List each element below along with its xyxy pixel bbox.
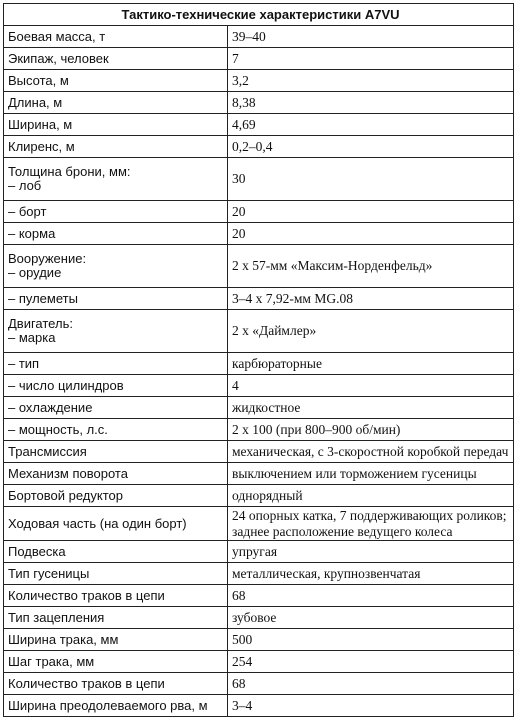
table-row: [4, 136, 514, 158]
row-parameter: Ширина, м: [4, 114, 228, 136]
row-parameter: Длина, м: [4, 92, 228, 114]
table-row: [4, 353, 514, 375]
row-value: 4: [228, 375, 514, 397]
row-value: выключением или торможением гусеницы: [228, 463, 514, 485]
table-row: [4, 48, 514, 70]
row-value: 20: [228, 223, 514, 245]
row-parameter: Количество траков в цепи: [4, 585, 228, 607]
row-parameter: [4, 310, 228, 353]
row-parameter: Механизм поворота: [4, 463, 228, 485]
group-heading: Вооружение:: [8, 251, 87, 266]
row-value: 8,38: [228, 92, 514, 114]
row-value: 7: [228, 48, 514, 70]
row-value: механическая, с 3-скоростной коробкой передач: [228, 441, 514, 463]
row-parameter: Ширина трака, мм: [4, 629, 228, 651]
row-value: 39–40: [228, 26, 514, 48]
row-value: 3–4: [228, 695, 514, 717]
row-parameter: Клиренс, м: [4, 136, 228, 158]
parameter-label: – лоб: [8, 178, 42, 193]
table-row: [4, 397, 514, 419]
table-row: [4, 70, 514, 92]
table-row: [4, 485, 514, 507]
row-value: 2 х 57-мм «Максим-Норденфельд»: [228, 245, 514, 288]
row-parameter: – корма: [4, 223, 228, 245]
table-row: [4, 310, 514, 353]
row-value: 2 х «Даймлер»: [228, 310, 514, 353]
row-parameter: Тип зацепления: [4, 607, 228, 629]
row-parameter: – тип: [4, 353, 228, 375]
parameter-label: – орудие: [8, 265, 62, 280]
table-row: [4, 607, 514, 629]
row-value: 3–4 х 7,92-мм MG.08: [228, 288, 514, 310]
table-row: [4, 92, 514, 114]
table-row: [4, 629, 514, 651]
row-parameter: Ширина преодолеваемого рва, м: [4, 695, 228, 717]
row-value: карбюраторные: [228, 353, 514, 375]
row-parameter: Шаг трака, мм: [4, 651, 228, 673]
group-heading: Толщина брони, мм:: [8, 164, 131, 179]
table-row: [4, 158, 514, 201]
row-value: 30: [228, 158, 514, 201]
row-value: 68: [228, 673, 514, 695]
row-parameter: – пулеметы: [4, 288, 228, 310]
row-parameter: Тип гусеницы: [4, 563, 228, 585]
table-row: [4, 563, 514, 585]
row-parameter: Трансмиссия: [4, 441, 228, 463]
table-row: [4, 463, 514, 485]
row-parameter: Боевая масса, т: [4, 26, 228, 48]
row-parameter: Ходовая часть (на один борт): [4, 507, 228, 541]
row-value: однорядный: [228, 485, 514, 507]
row-parameter: [4, 158, 228, 201]
table-header-row: [4, 4, 514, 26]
row-parameter: Бортовой редуктор: [4, 485, 228, 507]
row-value: металлическая, крупнозвенчатая: [228, 563, 514, 585]
table-title: Тактико-технические характеристики A7VU: [4, 4, 514, 26]
parameter-label: – марка: [8, 330, 56, 345]
table-row: [4, 419, 514, 441]
row-parameter: Экипаж, человек: [4, 48, 228, 70]
row-parameter: – борт: [4, 201, 228, 223]
row-value: 4,69: [228, 114, 514, 136]
row-parameter: – число цилиндров: [4, 375, 228, 397]
table-row: [4, 201, 514, 223]
table-row: [4, 651, 514, 673]
row-value: 20: [228, 201, 514, 223]
row-value: 500: [228, 629, 514, 651]
row-value: упругая: [228, 541, 514, 563]
table-row: [4, 507, 514, 541]
row-value: 2 х 100 (при 800–900 об/мин): [228, 419, 514, 441]
row-parameter: [4, 245, 228, 288]
row-value: 0,2–0,4: [228, 136, 514, 158]
table-row: [4, 695, 514, 717]
table-body: [4, 26, 514, 717]
row-value: 68: [228, 585, 514, 607]
row-value: 3,2: [228, 70, 514, 92]
table-row: [4, 114, 514, 136]
table-row: [4, 26, 514, 48]
table-row: [4, 585, 514, 607]
row-parameter: – охлаждение: [4, 397, 228, 419]
table-row: [4, 441, 514, 463]
table-row: [4, 541, 514, 563]
row-value: жидкостное: [228, 397, 514, 419]
row-value: 24 опорных катка, 7 поддерживающих роликов; заднее расположение ведущего колеса: [228, 507, 514, 541]
table-row: [4, 673, 514, 695]
table-row: [4, 288, 514, 310]
row-value: зубовое: [228, 607, 514, 629]
group-heading: Двигатель:: [8, 316, 73, 331]
table-row: [4, 375, 514, 397]
row-parameter: – мощность, л.с.: [4, 419, 228, 441]
table-row: [4, 245, 514, 288]
row-parameter: Высота, м: [4, 70, 228, 92]
table-row: [4, 223, 514, 245]
specs-table: [3, 3, 514, 717]
row-value: 254: [228, 651, 514, 673]
row-parameter: Количество траков в цепи: [4, 673, 228, 695]
row-parameter: Подвеска: [4, 541, 228, 563]
